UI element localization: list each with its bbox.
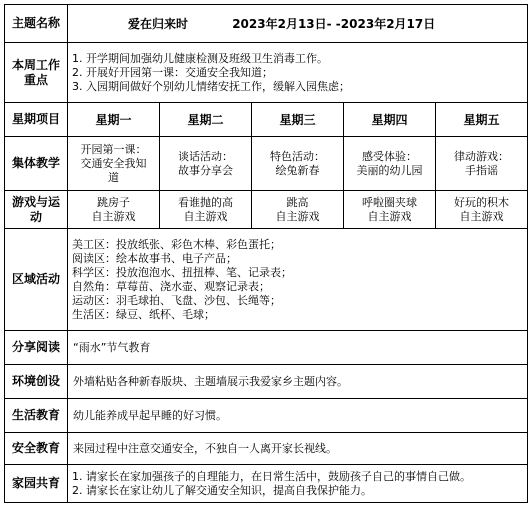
games-label: 游戏与运动 [5, 191, 68, 229]
focus-item: 2. 开展好开园第一课：交通安全我知道； [72, 65, 273, 79]
cell-line: 好玩的积木 [454, 195, 510, 209]
cell-line: 美丽的幼儿园 [356, 163, 423, 177]
theme-label: 主题名称 [5, 5, 68, 43]
group-teaching-label: 集体教学 [5, 137, 68, 191]
area-item: 科学区：投放泡泡水、扭扭棒、笔、记录表； [72, 265, 292, 279]
area-item: 运动区：羽毛球拍、飞盘、沙包、长绳等； [72, 293, 281, 307]
cell-line: 特色活动： [270, 149, 325, 163]
games-row [5, 191, 528, 229]
environment-label: 环境创设 [5, 365, 68, 399]
group-teaching-cell [344, 137, 436, 191]
cell-line: 道 [108, 170, 119, 184]
safety-row [5, 433, 528, 465]
cell-line: 绘兔新春 [275, 163, 320, 177]
life-value: 幼儿能养成早起早睡的好习惯。 [68, 399, 528, 433]
days-row [5, 103, 528, 137]
cell-line: 律动游戏： [454, 149, 510, 163]
cell-line: 自主游戏 [183, 209, 228, 223]
cell-line: 跳高 [286, 195, 309, 209]
group-teaching-cell [160, 137, 252, 191]
cell-line: 看谁抛的高 [178, 195, 233, 209]
focus-item: 3. 入园期间做好个别幼儿情绪安抚工作，缓解入园焦虑； [72, 79, 350, 93]
cell-line: 故事分享会 [178, 163, 233, 177]
focus-item: 1. 开学期间加强幼儿健康检测及班级卫生消毒工作。 [72, 51, 328, 65]
cell-line: 呼啦圈夹球 [362, 195, 417, 209]
family-list [68, 465, 528, 503]
group-teaching-cell [68, 137, 160, 191]
reading-label: 分享阅读 [5, 331, 68, 365]
reading-value: “雨水”节气教育 [68, 331, 528, 365]
focus-row [5, 43, 528, 103]
family-item: 2. 请家长在家让幼儿了解交通安全知识，提高自我保护能力。 [72, 483, 372, 497]
day-wednesday: 星期三 [252, 103, 344, 137]
cell-line: 手指谣 [465, 163, 499, 177]
areas-list [68, 229, 528, 331]
safety-value: 来园过程中注意交通安全，不独自一人离开家长视线。 [68, 433, 528, 465]
cell-line: 跳房子 [97, 195, 130, 209]
area-item: 生活区：绿豆、纸杯、毛球； [72, 307, 215, 321]
life-label: 生活教育 [5, 399, 68, 433]
day-friday: 星期五 [436, 103, 528, 137]
group-teaching-row [5, 137, 528, 191]
reading-row [5, 331, 528, 365]
cell-line: 交通安全我知 [80, 156, 147, 170]
family-row [5, 465, 528, 503]
focus-label: 本周工作重点 [5, 43, 68, 103]
weekly-plan-table [4, 4, 528, 503]
day-thursday: 星期四 [344, 103, 436, 137]
games-cell [160, 191, 252, 229]
focus-list [68, 43, 528, 103]
cell-line: 开园第一课： [80, 142, 147, 156]
cell-line: 自主游戏 [367, 209, 412, 223]
theme-title [68, 5, 528, 43]
areas-row [5, 229, 528, 331]
family-label: 家园共育 [5, 465, 68, 503]
area-item: 阅读区：绘本故事书、电子产品； [72, 251, 237, 265]
life-row [5, 399, 528, 433]
family-item: 1. 请家长在家加强孩子的自理能力，在日常生活中，鼓励孩子自己的事情自己做。 [72, 469, 471, 483]
safety-label: 安全教育 [5, 433, 68, 465]
environment-value: 外墙粘贴各种新春版块、主题墙展示我爱家乡主题内容。 [68, 365, 528, 399]
group-teaching-cell [252, 137, 344, 191]
cell-line: 自主游戏 [91, 209, 136, 223]
group-teaching-cell [436, 137, 528, 191]
cell-line: 感受体验： [362, 149, 417, 163]
days-label: 星期项目 [5, 103, 68, 137]
games-cell [68, 191, 160, 229]
games-cell [252, 191, 344, 229]
area-item: 美工区：投放纸张、彩色木棒、彩色蛋托； [72, 237, 281, 251]
area-item: 自然角：草莓苗、浇水壶、观察记录表； [72, 279, 270, 293]
areas-label: 区域活动 [5, 229, 68, 331]
theme-row [5, 5, 528, 43]
day-tuesday: 星期二 [160, 103, 252, 137]
day-monday: 星期一 [68, 103, 160, 137]
games-cell [344, 191, 436, 229]
environment-row [5, 365, 528, 399]
cell-line: 自主游戏 [459, 209, 504, 223]
games-cell [436, 191, 528, 229]
theme-value: 爱在归来时 [128, 16, 189, 31]
cell-line: 谈话活动： [178, 149, 233, 163]
date-range: 2023年2月13日- -2023年2月17日 [232, 16, 436, 31]
cell-line: 自主游戏 [275, 209, 320, 223]
